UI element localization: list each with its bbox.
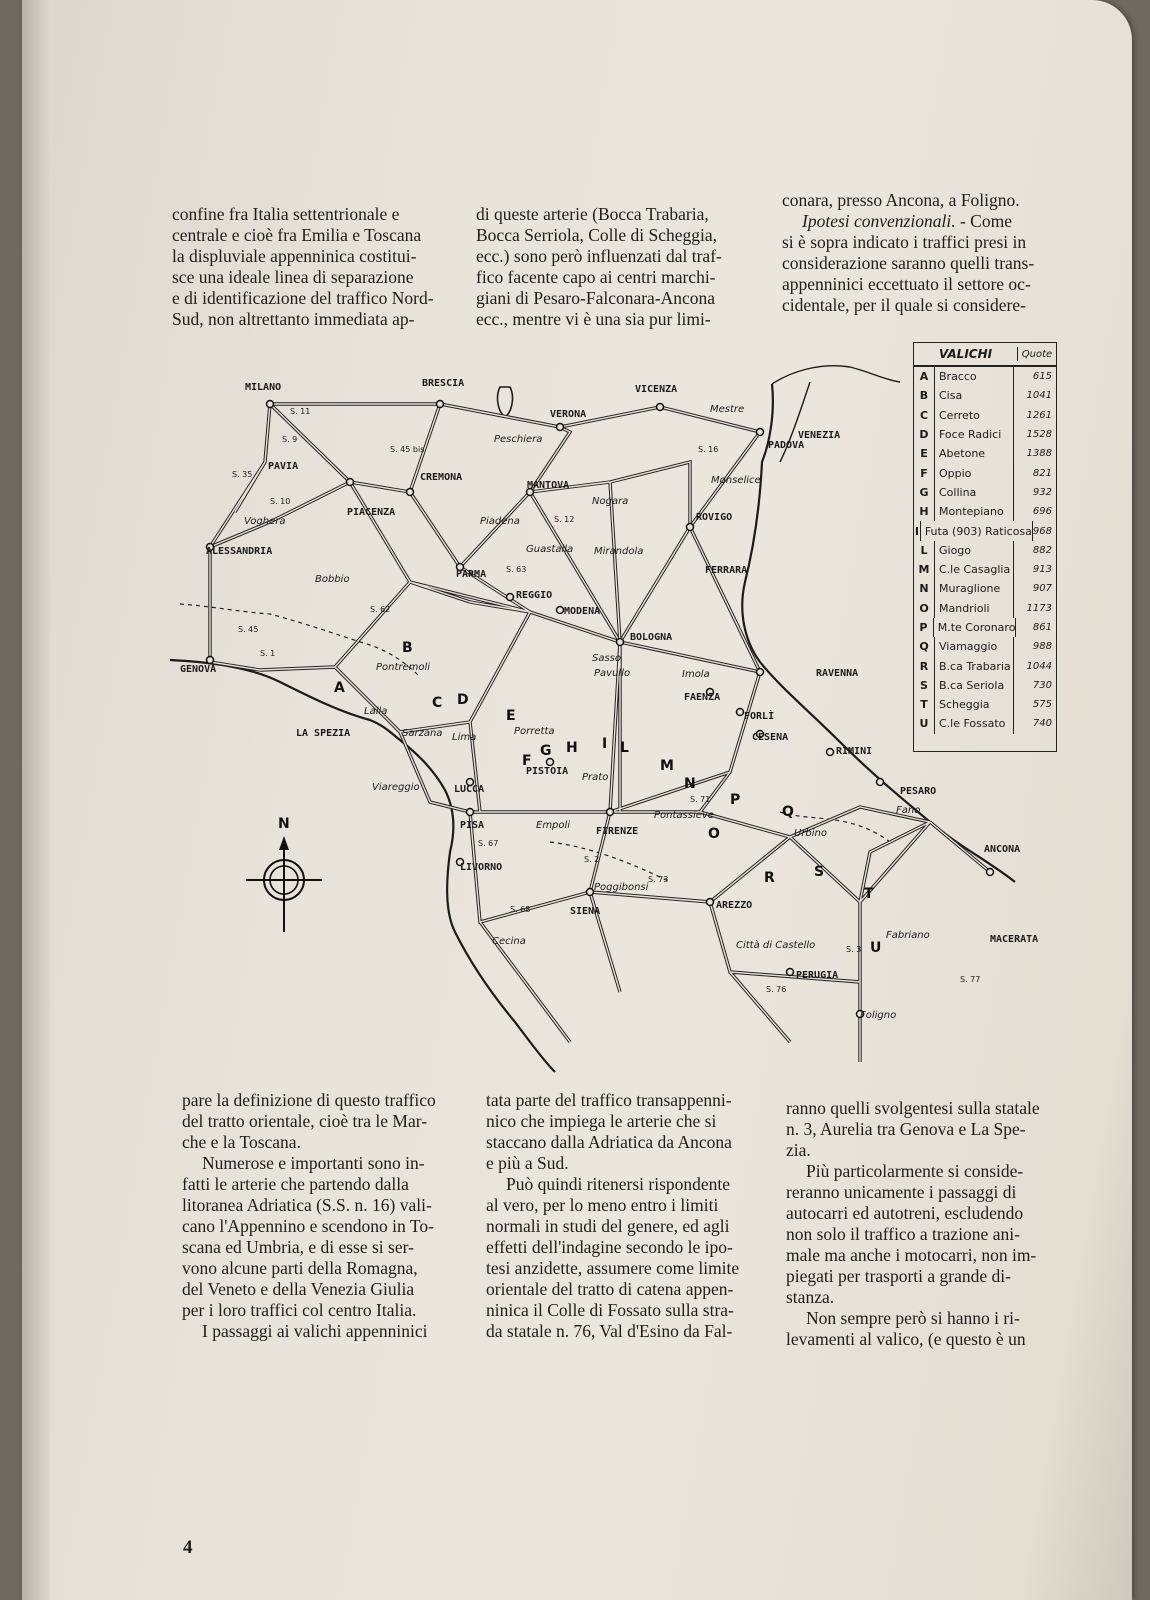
text-line: tata parte del traffico transappenni- bbox=[486, 1090, 732, 1110]
city-label-mirandola: Mirandola bbox=[594, 546, 644, 557]
city-dot-verona bbox=[557, 424, 564, 431]
city-label-reggio: REGGIO bbox=[516, 590, 553, 601]
city-label-cesena: CESENA bbox=[752, 732, 789, 743]
text-line: ecc., mentre vi è una sia pur limi- bbox=[476, 309, 711, 329]
legend-altitude: 1041 bbox=[1013, 386, 1056, 405]
city-dot-reggio bbox=[507, 594, 514, 601]
road-label: S. 67 bbox=[478, 839, 499, 848]
text-line: conara, presso Ancona, a Foligno. bbox=[782, 190, 1020, 210]
lake-garda-icon bbox=[498, 387, 513, 417]
road-label: S. 3 bbox=[846, 945, 862, 954]
text-line: centrale e cioè fra Emilia e Toscana bbox=[172, 225, 422, 245]
top-column-2 bbox=[476, 204, 758, 330]
pass-marker-e: E bbox=[506, 708, 516, 724]
pass-marker-n: N bbox=[684, 776, 696, 792]
city-label-nogara: Nogara bbox=[592, 496, 629, 507]
legend-pass-name: Scheggia bbox=[939, 698, 990, 712]
text-fragment: - Come bbox=[955, 211, 1012, 231]
city-dot-vicenza bbox=[657, 404, 664, 411]
text-line: Può quindi ritenersi rispondente bbox=[506, 1174, 731, 1194]
road-label: S. 1 bbox=[260, 649, 276, 658]
legend-altitude: 907 bbox=[1013, 579, 1056, 598]
legend-letter: E bbox=[914, 444, 935, 463]
legend-letter: C bbox=[914, 406, 935, 425]
legend-altitude: 1261 bbox=[1013, 406, 1056, 425]
pass-marker-r: R bbox=[764, 870, 775, 886]
pass-marker-i: I bbox=[602, 736, 608, 752]
legend-letter: T bbox=[914, 695, 935, 714]
legend-pass-name: Mandrioli bbox=[939, 601, 990, 615]
legend-quota-header: Quote bbox=[1021, 348, 1053, 360]
road-label: S. 71 bbox=[690, 795, 711, 804]
pass-marker-t: T bbox=[864, 886, 874, 902]
city-label-monselice: Monselice bbox=[711, 475, 761, 486]
text-line: appenninici eccettuato il settore oc- bbox=[782, 274, 1031, 294]
city-label-lucca: LUCCA bbox=[454, 784, 485, 795]
text-line: per i loro traffici col centro Italia. bbox=[182, 1300, 417, 1320]
city-label-cittadicastello: Città di Castello bbox=[736, 940, 816, 951]
text-line: cano l'Appennino e scendono in To- bbox=[182, 1216, 434, 1236]
text-line: sce una ideale linea di separazione bbox=[172, 267, 414, 287]
legend-letter: L bbox=[914, 541, 935, 560]
city-dot-milano bbox=[267, 401, 274, 408]
city-label-viareggio: Viareggio bbox=[372, 782, 420, 793]
road-label: S. 45 bis bbox=[390, 445, 425, 454]
legend-pass-name: C.le Casaglia bbox=[939, 563, 1011, 577]
city-label-pisa: PISA bbox=[460, 820, 485, 831]
top-column-3 bbox=[782, 190, 1068, 316]
city-label-bologna: BOLOGNA bbox=[630, 632, 673, 643]
city-label-sasso: Sasso bbox=[592, 653, 622, 664]
city-label-bobbio: Bobbio bbox=[315, 574, 350, 585]
city-dot-piacenza bbox=[347, 479, 354, 486]
compass-rose-icon bbox=[246, 816, 322, 932]
city-dot-pisa bbox=[467, 809, 474, 816]
text-line: fico facente capo ai centri marchi- bbox=[476, 267, 716, 287]
city-dot-arezzo bbox=[707, 899, 714, 906]
city-dot-padova bbox=[757, 429, 764, 436]
legend-header bbox=[914, 343, 1056, 367]
city-dot-ancona bbox=[987, 869, 994, 876]
pass-marker-g: G bbox=[540, 743, 552, 759]
text-line: cidentale, per il quale si considere- bbox=[782, 295, 1026, 315]
city-label-macerata: MACERATA bbox=[990, 934, 1039, 945]
city-label-forli: FORLÌ bbox=[744, 711, 775, 722]
city-label-faenza: FAENZA bbox=[684, 692, 721, 703]
legend-row bbox=[914, 656, 1056, 675]
text-line: Bocca Serriola, Colle di Scheggia, bbox=[476, 225, 718, 245]
legend-pass-name: Montepiano bbox=[939, 505, 1004, 519]
city-label-rovigo: ROVIGO bbox=[696, 512, 733, 523]
road-label: S. 68 bbox=[510, 905, 531, 914]
road-label: S. 62 bbox=[370, 605, 391, 614]
road-label: S. 16 bbox=[698, 445, 719, 454]
legend-altitude: 1528 bbox=[1013, 425, 1056, 444]
road-label: S. 10 bbox=[270, 497, 291, 506]
legend-altitude: 968 bbox=[1032, 521, 1056, 540]
road-label: S. 2 bbox=[584, 855, 600, 864]
city-dot-firenze bbox=[607, 809, 614, 816]
road-label: S. 9 bbox=[282, 435, 298, 444]
text-line: Numerose e importanti sono in- bbox=[202, 1153, 425, 1173]
city-label-pontremoli: Pontremoli bbox=[376, 662, 431, 673]
city-dot-pistoia bbox=[547, 759, 554, 766]
city-label-voghera: Voghera bbox=[244, 516, 286, 527]
legend-pass-name: Viamaggio bbox=[939, 640, 998, 654]
legend-row bbox=[914, 579, 1056, 598]
legend-letter: U bbox=[914, 714, 935, 733]
page-spine-shadow bbox=[22, 0, 50, 1600]
city-label-pavia: PAVIA bbox=[268, 461, 299, 472]
text-line: la displuviale appenninica costitui- bbox=[172, 246, 417, 266]
city-label-livorno: LIVORNO bbox=[460, 862, 503, 873]
text-line: che e la Toscana. bbox=[182, 1132, 301, 1152]
legend-pass-name: Collina bbox=[939, 485, 977, 499]
city-dot-genova bbox=[207, 657, 214, 664]
text-line: e di identificazione del traffico Nord- bbox=[172, 288, 434, 308]
text-line: ecc.) sono però influenzati dal traf- bbox=[476, 246, 722, 266]
city-dot-bologna bbox=[617, 639, 624, 646]
city-label-piadena: Piadena bbox=[480, 516, 520, 527]
city-label-ravenna: RAVENNA bbox=[816, 668, 859, 679]
city-label-poggibonsi: Poggibonsi bbox=[594, 882, 649, 893]
city-dot-brescia bbox=[437, 401, 444, 408]
bottom-column-3 bbox=[786, 1098, 1068, 1350]
city-label-lalla: Lalla bbox=[364, 706, 388, 717]
text-line: male ma anche i motocarri, non im- bbox=[786, 1245, 1037, 1265]
city-label-empoli: Empoli bbox=[536, 820, 571, 831]
text-line: del Veneto e della Venezia Giulia bbox=[182, 1279, 415, 1299]
city-label-firenze: FIRENZE bbox=[596, 826, 639, 837]
legend-pass-name: Cerreto bbox=[939, 408, 980, 422]
legend-pass-name: Giogo bbox=[939, 543, 972, 557]
text-line: si è sopra indicato i traffici presi in bbox=[782, 232, 1027, 252]
city-label-mestre: Mestre bbox=[710, 404, 745, 415]
text-line: Più particolarmente si conside- bbox=[806, 1161, 1024, 1181]
legend-pass-name: B.ca Trabaria bbox=[939, 659, 1011, 673]
city-label-ferrara: FERRARA bbox=[705, 565, 748, 576]
text-line: ninica il Colle di Fossato sulla stra- bbox=[486, 1300, 734, 1320]
legend-altitude: 1173 bbox=[1013, 599, 1056, 618]
text-line: litoranea Adriatica (S.S. n. 16) vali- bbox=[182, 1195, 432, 1215]
legend-pass-name: M.te Coronaro bbox=[937, 621, 1016, 634]
pass-marker-l: L bbox=[620, 740, 629, 756]
city-label-perugia: PERUGIA bbox=[796, 970, 839, 981]
legend-letter: G bbox=[914, 483, 935, 502]
pass-marker-m: M bbox=[660, 758, 674, 774]
text-line: nico che impiega le arterie che si bbox=[486, 1111, 717, 1131]
city-label-siena: SIENA bbox=[570, 906, 601, 917]
pass-marker-a: A bbox=[334, 680, 345, 696]
city-label-brescia: BRESCIA bbox=[422, 378, 465, 389]
road-label: S. 12 bbox=[554, 515, 575, 524]
city-label-urbino: Urbino bbox=[794, 828, 828, 839]
legend-altitude: 821 bbox=[1013, 463, 1056, 482]
text-line: di queste arterie (Bocca Trabaria, bbox=[476, 204, 709, 224]
top-column-1 bbox=[172, 204, 458, 330]
city-dot-perugia bbox=[787, 969, 794, 976]
text-line: stanza. bbox=[786, 1287, 835, 1307]
city-label-lima: Lima bbox=[452, 732, 477, 743]
city-label-ancona: ANCONA bbox=[984, 844, 1021, 855]
legend-pass-name: Futa (903) Raticosa bbox=[924, 524, 1032, 538]
pass-marker-d: D bbox=[457, 692, 469, 708]
city-dot-pesaro bbox=[877, 779, 884, 786]
legend-row bbox=[914, 599, 1056, 618]
legend-row bbox=[914, 463, 1056, 482]
city-label-laspezia: LA SPEZIA bbox=[296, 728, 351, 739]
legend-pass-name: Foce Radici bbox=[939, 428, 1002, 442]
legend-row bbox=[914, 483, 1056, 502]
legend-row bbox=[914, 444, 1056, 463]
city-label-genova: GENOVA bbox=[180, 664, 217, 675]
road-label: S. 35 bbox=[232, 470, 253, 479]
bottom-column-2 bbox=[486, 1090, 764, 1342]
passes-legend-table bbox=[913, 342, 1057, 752]
legend-letter: P bbox=[914, 618, 934, 637]
legend-rows bbox=[914, 367, 1056, 734]
legend-altitude: 730 bbox=[1013, 676, 1056, 695]
road-label: S. 76 bbox=[766, 985, 787, 994]
page-number: 4 bbox=[183, 1537, 193, 1558]
city-dot-ravenna bbox=[757, 669, 764, 676]
legend-altitude: 575 bbox=[1013, 695, 1056, 714]
text-line: del tratto orientale, cioè tra le Mar- bbox=[182, 1111, 428, 1131]
text-line: da statale n. 76, Val d'Esino da Fal- bbox=[486, 1321, 733, 1341]
legend-altitude: 861 bbox=[1015, 618, 1056, 637]
city-label-vicenza: VICENZA bbox=[635, 384, 678, 395]
legend-row bbox=[914, 541, 1056, 560]
text-line: zia. bbox=[786, 1140, 811, 1160]
legend-pass-name: B.ca Seriola bbox=[939, 678, 1005, 692]
pass-marker-h: H bbox=[566, 740, 578, 756]
city-dot-modena bbox=[557, 607, 564, 614]
legend-row bbox=[914, 560, 1056, 579]
text-line: e più a Sud. bbox=[486, 1153, 569, 1173]
legend-pass-name: Abetone bbox=[939, 447, 986, 461]
legend-altitude: 913 bbox=[1013, 560, 1056, 579]
text-line: orientale del tratto di catena appen- bbox=[486, 1279, 734, 1299]
text-line: vono alcune parti della Romagna, bbox=[182, 1258, 418, 1278]
bottom-column-1 bbox=[182, 1090, 466, 1342]
text-line: fatti le arterie che partendo dalla bbox=[182, 1174, 409, 1194]
city-label-venezia: VENEZIA bbox=[798, 430, 841, 441]
legend-row bbox=[914, 714, 1056, 733]
text-line: ranno quelli svolgentesi sulla statale bbox=[786, 1098, 1040, 1118]
legend-letter: N bbox=[914, 579, 935, 598]
text-line: piegati per trasporti a grande di- bbox=[786, 1266, 1011, 1286]
pass-marker-p: P bbox=[730, 792, 741, 808]
city-dot-siena bbox=[587, 889, 594, 896]
city-label-guastalla: Guastalla bbox=[526, 544, 574, 555]
legend-altitude: 882 bbox=[1013, 541, 1056, 560]
city-label-padova: PADOVA bbox=[768, 440, 805, 451]
pass-marker-s: S bbox=[814, 864, 825, 880]
pass-marker-f: F bbox=[522, 753, 532, 769]
pass-marker-q: Q bbox=[782, 804, 794, 820]
legend-letter: Q bbox=[914, 637, 935, 656]
city-label-prato: Prato bbox=[582, 772, 609, 783]
road-label: S. 63 bbox=[506, 565, 527, 574]
text-line: Non sempre però si hanno i ri- bbox=[806, 1308, 1020, 1328]
legend-altitude: 1044 bbox=[1013, 656, 1056, 675]
city-label-alessandria: ALESSANDRIA bbox=[206, 546, 273, 557]
legend-row bbox=[914, 367, 1056, 386]
city-label-imola: Imola bbox=[682, 669, 710, 680]
pass-marker-c: C bbox=[432, 695, 443, 711]
road-label: S. 11 bbox=[290, 407, 311, 416]
city-label-sarzana: Sarzana bbox=[402, 728, 443, 739]
city-dot-forli bbox=[737, 709, 744, 716]
city-label-pavullo: Pavullo bbox=[594, 668, 631, 679]
legend-letter: O bbox=[914, 599, 935, 618]
text-line: staccano dalla Adriatica da Ancona bbox=[486, 1132, 732, 1152]
text-line: n. 3, Aurelia tra Genova e La Spe- bbox=[786, 1119, 1026, 1139]
legend-altitude: 740 bbox=[1013, 714, 1056, 733]
city-label-parma: PARMA bbox=[456, 569, 487, 580]
legend-letter: B bbox=[914, 386, 935, 405]
city-label-foligno: Foligno bbox=[860, 1010, 897, 1021]
compass-north-label: N bbox=[278, 816, 290, 832]
city-label-mantova: MANTOVA bbox=[527, 480, 570, 491]
legend-altitude: 696 bbox=[1013, 502, 1056, 521]
legend-row bbox=[914, 521, 1056, 540]
text-line: effetti dell'indagine secondo le ipo- bbox=[486, 1237, 733, 1257]
city-label-peschiera: Peschiera bbox=[494, 434, 543, 445]
legend-letter: F bbox=[914, 463, 935, 482]
legend-letter: R bbox=[914, 656, 935, 675]
city-label-pistoia: PISTOIA bbox=[526, 766, 569, 777]
city-label-piacenza: PIACENZA bbox=[347, 507, 396, 518]
legend-letter: M bbox=[914, 560, 935, 579]
road-label: S. 45 bbox=[238, 625, 259, 634]
text-line: normali in studi del genere, ed agli bbox=[486, 1216, 730, 1236]
pass-marker-o: O bbox=[708, 826, 720, 842]
city-label-modena: MODENA bbox=[564, 606, 601, 617]
legend-altitude: 615 bbox=[1013, 367, 1056, 386]
legend-pass-name: Muraglione bbox=[939, 582, 1001, 596]
city-label-arezzo: AREZZO bbox=[716, 900, 753, 911]
text-line: considerazione saranno quelli trans- bbox=[782, 253, 1035, 273]
city-dot-rimini bbox=[827, 749, 834, 756]
text-line: al vero, per lo meno entro i limiti bbox=[486, 1195, 719, 1215]
city-label-cecina: Cecina bbox=[492, 936, 526, 947]
legend-row bbox=[914, 502, 1056, 521]
pass-marker-b: B bbox=[402, 640, 413, 656]
text-line: reranno unicamente i passaggi di bbox=[786, 1182, 1017, 1202]
legend-letter: A bbox=[914, 367, 935, 386]
city-label-rimini: RIMINI bbox=[836, 746, 873, 757]
legend-row bbox=[914, 695, 1056, 714]
legend-pass-name: Oppio bbox=[939, 466, 972, 480]
legend-letter: S bbox=[914, 676, 935, 695]
legend-row bbox=[914, 676, 1056, 695]
section-heading-italic: Ipotesi convenzionali. bbox=[802, 211, 956, 231]
legend-letter: D bbox=[914, 425, 935, 444]
legend-pass-name: C.le Fossato bbox=[939, 717, 1006, 731]
city-dot-ferrara bbox=[687, 524, 694, 531]
legend-row bbox=[914, 386, 1056, 405]
legend-row bbox=[914, 425, 1056, 444]
text-line: confine fra Italia settentrionale e bbox=[172, 204, 400, 224]
legend-row bbox=[914, 618, 1056, 637]
city-label-pontassieve: Pontassieve bbox=[654, 810, 714, 821]
city-label-milano: MILANO bbox=[245, 382, 282, 393]
city-label-pesaro: PESARO bbox=[900, 786, 937, 797]
legend-row bbox=[914, 406, 1056, 425]
text-line: non solo il traffico a trazione ani- bbox=[786, 1224, 1020, 1244]
legend-altitude: 988 bbox=[1013, 637, 1056, 656]
city-label-fano: Fano bbox=[896, 805, 921, 816]
text-line: giani di Pesaro-Falconara-Ancona bbox=[476, 288, 716, 308]
text-line bbox=[782, 211, 1068, 232]
legend-title: VALICHI bbox=[914, 347, 1018, 361]
text-line: I passaggi ai valichi appenninici bbox=[202, 1321, 428, 1341]
legend-altitude: 932 bbox=[1013, 483, 1056, 502]
legend-altitude: 1388 bbox=[1013, 444, 1056, 463]
text-line: pare la definizione di questo traffico bbox=[182, 1090, 436, 1110]
text-line: levamenti al valico, (e questo è un bbox=[786, 1329, 1026, 1349]
road-label: S. 77 bbox=[960, 975, 981, 984]
city-label-fabriano: Fabriano bbox=[886, 930, 930, 941]
text-line: autocarri ed autotreni, escludendo bbox=[786, 1203, 1024, 1223]
legend-row bbox=[914, 637, 1056, 656]
city-dot-cremona bbox=[407, 489, 414, 496]
text-line: Sud, non altrettanto immediata ap- bbox=[172, 309, 415, 329]
road-label: S. 73 bbox=[648, 875, 669, 884]
pass-marker-u: U bbox=[870, 940, 882, 956]
city-label-cremona: CREMONA bbox=[420, 472, 463, 483]
text-line: tesi anzidette, assumere come limite bbox=[486, 1258, 740, 1278]
legend-pass-name: Cisa bbox=[939, 389, 963, 403]
legend-pass-name: Bracco bbox=[939, 370, 977, 384]
legend-letter: I bbox=[914, 521, 921, 540]
city-label-verona: VERONA bbox=[550, 409, 587, 420]
city-label-porretta: Porretta bbox=[514, 726, 555, 737]
text-line: scana ed Umbria, e di esse si ser- bbox=[182, 1237, 414, 1257]
legend-letter: H bbox=[914, 502, 935, 521]
